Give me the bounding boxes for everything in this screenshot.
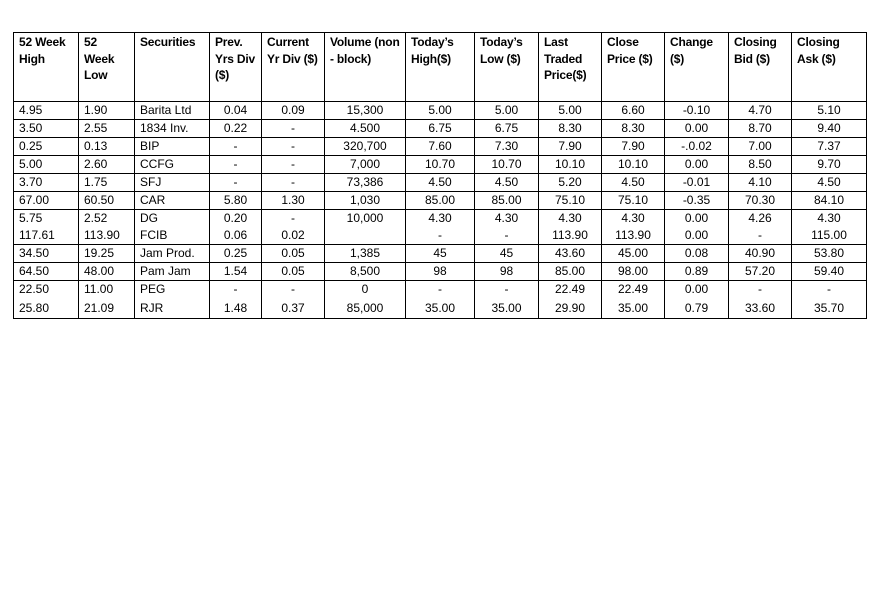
table-cell-prev-yrs-div: 0.04 [210, 102, 262, 120]
table-row [14, 192, 867, 210]
table-cell-change: 0.89 [665, 263, 729, 281]
column-header-52-week-low: 52 Week Low [79, 33, 135, 102]
table-cell-last-traded-price: 4.30 [539, 210, 602, 228]
table-cell-change: 0.00 [665, 120, 729, 138]
table-cell-todays-low: - [475, 227, 539, 245]
column-header-current-yr-div: Current Yr Div ($) [262, 33, 325, 102]
table-cell-closing-ask: 9.70 [792, 156, 867, 174]
table-cell-last-traded-price: 10.10 [539, 156, 602, 174]
table-cell-todays-high: 35.00 [406, 298, 475, 319]
table-row [14, 174, 867, 192]
table-cell-securities: PEG [135, 281, 210, 299]
table-cell-close-price: 7.90 [602, 138, 665, 156]
table-cell-volume: 73,386 [325, 174, 406, 192]
table-cell-closing-ask: 53.80 [792, 245, 867, 263]
table-cell-securities: Pam Jam [135, 263, 210, 281]
table-cell-closing-ask: 84.10 [792, 192, 867, 210]
table-header [14, 33, 867, 102]
table-cell-close-price: 6.60 [602, 102, 665, 120]
table-cell-last-traded-price: 5.20 [539, 174, 602, 192]
table-cell-close-price: 4.30 [602, 210, 665, 228]
table-cell-52-week-high: 3.50 [14, 120, 79, 138]
table-cell-last-traded-price: 75.10 [539, 192, 602, 210]
table-cell-current-yr-div: 0.37 [262, 298, 325, 319]
table-cell-52-week-high: 4.95 [14, 102, 79, 120]
table-cell-volume: 1,030 [325, 192, 406, 210]
table-cell-52-week-low: 48.00 [79, 263, 135, 281]
table-cell-closing-bid: - [729, 281, 792, 299]
table-row [14, 263, 867, 281]
table-cell-volume: 1,385 [325, 245, 406, 263]
table-cell-closing-bid: - [729, 227, 792, 245]
column-header-closing-bid: Closing Bid ($) [729, 33, 792, 102]
table-cell-todays-high: 4.30 [406, 210, 475, 228]
table-cell-close-price: 4.50 [602, 174, 665, 192]
table-cell-securities: Barita Ltd [135, 102, 210, 120]
table-cell-52-week-high: 5.75 [14, 210, 79, 228]
table-cell-todays-high: 5.00 [406, 102, 475, 120]
table-cell-todays-high: 10.70 [406, 156, 475, 174]
table-cell-52-week-low: 2.55 [79, 120, 135, 138]
table-cell-current-yr-div: 0.09 [262, 102, 325, 120]
table-cell-last-traded-price: 5.00 [539, 102, 602, 120]
table-cell-52-week-high: 5.00 [14, 156, 79, 174]
table-cell-current-yr-div: - [262, 210, 325, 228]
table-body [14, 102, 867, 319]
table-cell-closing-bid: 4.70 [729, 102, 792, 120]
table-cell-closing-ask: 115.00 [792, 227, 867, 245]
table-cell-last-traded-price: 29.90 [539, 298, 602, 319]
table-cell-change: 0.08 [665, 245, 729, 263]
table-cell-52-week-low: 0.13 [79, 138, 135, 156]
table-cell-52-week-high: 3.70 [14, 174, 79, 192]
table-cell-52-week-low: 2.60 [79, 156, 135, 174]
table-cell-change: 0.00 [665, 227, 729, 245]
table-cell-closing-ask: 35.70 [792, 298, 867, 319]
table-cell-last-traded-price: 113.90 [539, 227, 602, 245]
table-row [14, 138, 867, 156]
table-cell-volume: 8,500 [325, 263, 406, 281]
table-cell-52-week-high: 67.00 [14, 192, 79, 210]
table-cell-close-price: 45.00 [602, 245, 665, 263]
table-row [14, 102, 867, 120]
table-cell-prev-yrs-div: - [210, 174, 262, 192]
table-cell-todays-low: 85.00 [475, 192, 539, 210]
table-cell-prev-yrs-div: 0.25 [210, 245, 262, 263]
stock-table [13, 32, 867, 319]
table-cell-closing-bid: 57.20 [729, 263, 792, 281]
table-cell-change: 0.00 [665, 210, 729, 228]
table-cell-52-week-low: 1.75 [79, 174, 135, 192]
table-cell-securities: CCFG [135, 156, 210, 174]
table-cell-todays-low: 45 [475, 245, 539, 263]
table-cell-52-week-low: 113.90 [79, 227, 135, 245]
table-cell-todays-low: 35.00 [475, 298, 539, 319]
table-cell-todays-high: 85.00 [406, 192, 475, 210]
table-cell-close-price: 75.10 [602, 192, 665, 210]
table-cell-change: 0.79 [665, 298, 729, 319]
table-cell-prev-yrs-div: 5.80 [210, 192, 262, 210]
header-row [14, 33, 867, 102]
table-cell-current-yr-div: - [262, 156, 325, 174]
table-cell-volume: 320,700 [325, 138, 406, 156]
table-cell-close-price: 8.30 [602, 120, 665, 138]
table-cell-52-week-low: 11.00 [79, 281, 135, 299]
table-cell-closing-ask: - [792, 281, 867, 299]
table-cell-closing-ask: 9.40 [792, 120, 867, 138]
table-cell-current-yr-div: - [262, 174, 325, 192]
table-cell-volume: 0 [325, 281, 406, 299]
table-cell-prev-yrs-div: 1.48 [210, 298, 262, 319]
table-cell-current-yr-div: 0.02 [262, 227, 325, 245]
table-cell-volume [325, 227, 406, 245]
table-cell-todays-high: 6.75 [406, 120, 475, 138]
table-cell-securities: 1834 Inv. [135, 120, 210, 138]
table-cell-last-traded-price: 85.00 [539, 263, 602, 281]
table-cell-todays-low: 10.70 [475, 156, 539, 174]
table-cell-closing-ask: 4.50 [792, 174, 867, 192]
table-cell-52-week-low: 19.25 [79, 245, 135, 263]
table-row [14, 156, 867, 174]
table-cell-todays-low: 98 [475, 263, 539, 281]
table-cell-todays-high: - [406, 227, 475, 245]
table-cell-52-week-high: 25.80 [14, 298, 79, 319]
table-row [14, 227, 867, 245]
table-cell-last-traded-price: 8.30 [539, 120, 602, 138]
table-cell-closing-bid: 40.90 [729, 245, 792, 263]
table-cell-current-yr-div: - [262, 281, 325, 299]
table-cell-current-yr-div: - [262, 120, 325, 138]
table-cell-change: -0.10 [665, 102, 729, 120]
table-cell-closing-bid: 70.30 [729, 192, 792, 210]
table-cell-prev-yrs-div: 0.22 [210, 120, 262, 138]
table-cell-closing-bid: 8.70 [729, 120, 792, 138]
table-cell-change: -0.35 [665, 192, 729, 210]
table-cell-closing-bid: 4.10 [729, 174, 792, 192]
table-cell-52-week-high: 34.50 [14, 245, 79, 263]
table-cell-volume: 85,000 [325, 298, 406, 319]
table-cell-prev-yrs-div: - [210, 281, 262, 299]
table-cell-prev-yrs-div: - [210, 156, 262, 174]
table-cell-current-yr-div: 0.05 [262, 263, 325, 281]
table-cell-closing-ask: 7.37 [792, 138, 867, 156]
table-row [14, 210, 867, 228]
table-cell-52-week-low: 2.52 [79, 210, 135, 228]
table-cell-52-week-high: 0.25 [14, 138, 79, 156]
table-cell-todays-high: - [406, 281, 475, 299]
table-cell-todays-low: 5.00 [475, 102, 539, 120]
table-cell-closing-bid: 33.60 [729, 298, 792, 319]
column-header-prev-yrs-div: Prev. Yrs Div ($) [210, 33, 262, 102]
table-cell-prev-yrs-div: 1.54 [210, 263, 262, 281]
table-cell-current-yr-div: 0.05 [262, 245, 325, 263]
table-cell-todays-high: 45 [406, 245, 475, 263]
column-header-last-traded-price: Last Traded Price($) [539, 33, 602, 102]
column-header-52-week-high: 52 Week High [14, 33, 79, 102]
table-cell-close-price: 98.00 [602, 263, 665, 281]
table-cell-current-yr-div: 1.30 [262, 192, 325, 210]
table-cell-prev-yrs-div: 0.20 [210, 210, 262, 228]
table-cell-last-traded-price: 43.60 [539, 245, 602, 263]
table-row [14, 281, 867, 299]
table-cell-todays-high: 98 [406, 263, 475, 281]
table-cell-volume: 10,000 [325, 210, 406, 228]
table-cell-closing-bid: 7.00 [729, 138, 792, 156]
table-cell-change: -0.01 [665, 174, 729, 192]
table-cell-52-week-low: 21.09 [79, 298, 135, 319]
table-cell-52-week-high: 22.50 [14, 281, 79, 299]
table-cell-todays-low: 4.30 [475, 210, 539, 228]
table-cell-securities: DG [135, 210, 210, 228]
column-header-closing-ask: Closing Ask ($) [792, 33, 867, 102]
table-cell-securities: BIP [135, 138, 210, 156]
table-cell-prev-yrs-div: 0.06 [210, 227, 262, 245]
table-row [14, 120, 867, 138]
table-cell-close-price: 22.49 [602, 281, 665, 299]
table-cell-close-price: 35.00 [602, 298, 665, 319]
table-cell-52-week-high: 64.50 [14, 263, 79, 281]
table-cell-close-price: 10.10 [602, 156, 665, 174]
table-cell-closing-ask: 59.40 [792, 263, 867, 281]
table-cell-todays-low: 4.50 [475, 174, 539, 192]
column-header-todays-high: Today’s High($) [406, 33, 475, 102]
table-cell-change: 0.00 [665, 281, 729, 299]
table-cell-prev-yrs-div: - [210, 138, 262, 156]
column-header-close-price: Close Price ($) [602, 33, 665, 102]
table-cell-securities: SFJ [135, 174, 210, 192]
table-cell-52-week-low: 60.50 [79, 192, 135, 210]
table-row [14, 245, 867, 263]
table-cell-securities: CAR [135, 192, 210, 210]
table-cell-change: 0.00 [665, 156, 729, 174]
column-header-todays-low: Today’s Low ($) [475, 33, 539, 102]
table-cell-close-price: 113.90 [602, 227, 665, 245]
column-header-securities: Securities [135, 33, 210, 102]
table-cell-closing-ask: 5.10 [792, 102, 867, 120]
table-cell-closing-bid: 4.26 [729, 210, 792, 228]
table-cell-todays-high: 4.50 [406, 174, 475, 192]
table-cell-volume: 15,300 [325, 102, 406, 120]
column-header-volume: Volume (non - block) [325, 33, 406, 102]
table-cell-52-week-high: 117.61 [14, 227, 79, 245]
table-cell-todays-low: - [475, 281, 539, 299]
table-cell-securities: Jam Prod. [135, 245, 210, 263]
table-cell-volume: 7,000 [325, 156, 406, 174]
table-cell-52-week-low: 1.90 [79, 102, 135, 120]
table-cell-todays-low: 7.30 [475, 138, 539, 156]
table-cell-last-traded-price: 7.90 [539, 138, 602, 156]
column-header-change: Change ($) [665, 33, 729, 102]
table-cell-securities: FCIB [135, 227, 210, 245]
table-cell-securities: RJR [135, 298, 210, 319]
table-cell-change: -.0.02 [665, 138, 729, 156]
table-cell-current-yr-div: - [262, 138, 325, 156]
table-row [14, 298, 867, 319]
table-cell-todays-high: 7.60 [406, 138, 475, 156]
table-cell-volume: 4.500 [325, 120, 406, 138]
table-cell-todays-low: 6.75 [475, 120, 539, 138]
table-cell-last-traded-price: 22.49 [539, 281, 602, 299]
table-cell-closing-bid: 8.50 [729, 156, 792, 174]
table-cell-closing-ask: 4.30 [792, 210, 867, 228]
